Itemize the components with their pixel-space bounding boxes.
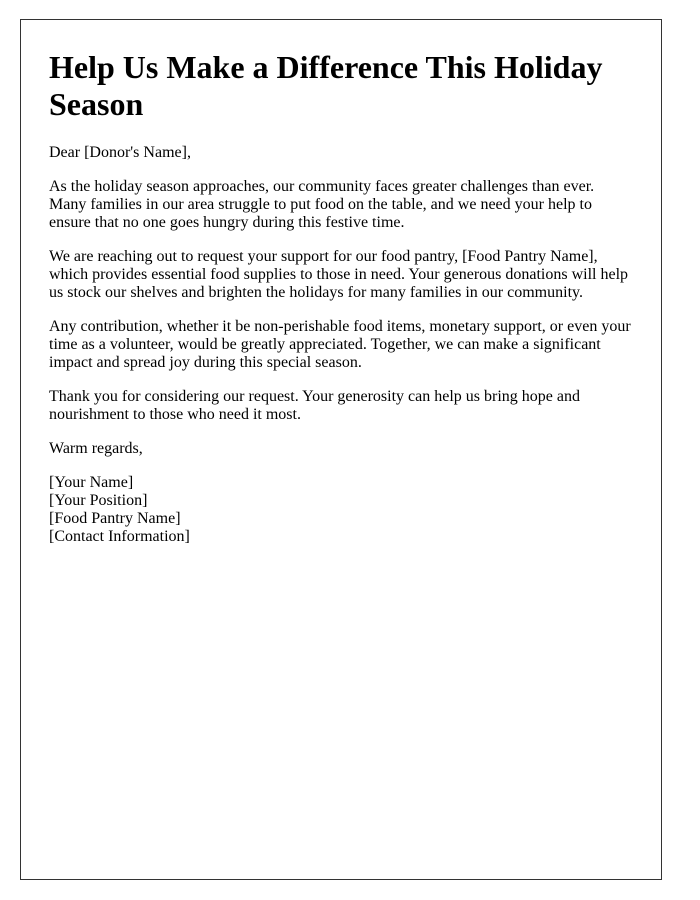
signature-block (49, 474, 633, 546)
salutation: Dear [Donor's Name], (49, 144, 191, 161)
letter-title: Help Us Make a Difference This Holiday Season (49, 49, 603, 122)
signature-contact: [Contact Information] (49, 528, 190, 545)
signature-position: [Your Position] (49, 492, 148, 509)
signature-organization: [Food Pantry Name] (49, 510, 181, 527)
letter-container (20, 19, 662, 880)
closing: Warm regards, (49, 440, 143, 457)
body-paragraph-2: We are reaching out to request your support for our food pantry, [Food Pantry Name], which provides essential food supplies to those in need. Your generous donations will help us stock our shelves and brighten the holidays for many families in our community. (49, 248, 629, 301)
body-paragraph-3: Any contribution, whether it be non-perishable food items, monetary support, or even your time as a volunteer, would be greatly appreciated. Together, we can make a significant impact and spread joy during this special season. (49, 318, 631, 371)
signature-name: [Your Name] (49, 474, 134, 491)
body-paragraph-4: Thank you for considering our request. Your generosity can help us bring hope and nourishment to those who need it most. (49, 388, 580, 423)
body-paragraph-1: As the holiday season approaches, our community faces greater challenges than ever. Many families in our area struggle to put food on the table, and we need your help to ensure that no one goes hungry during this festive time. (49, 178, 595, 231)
